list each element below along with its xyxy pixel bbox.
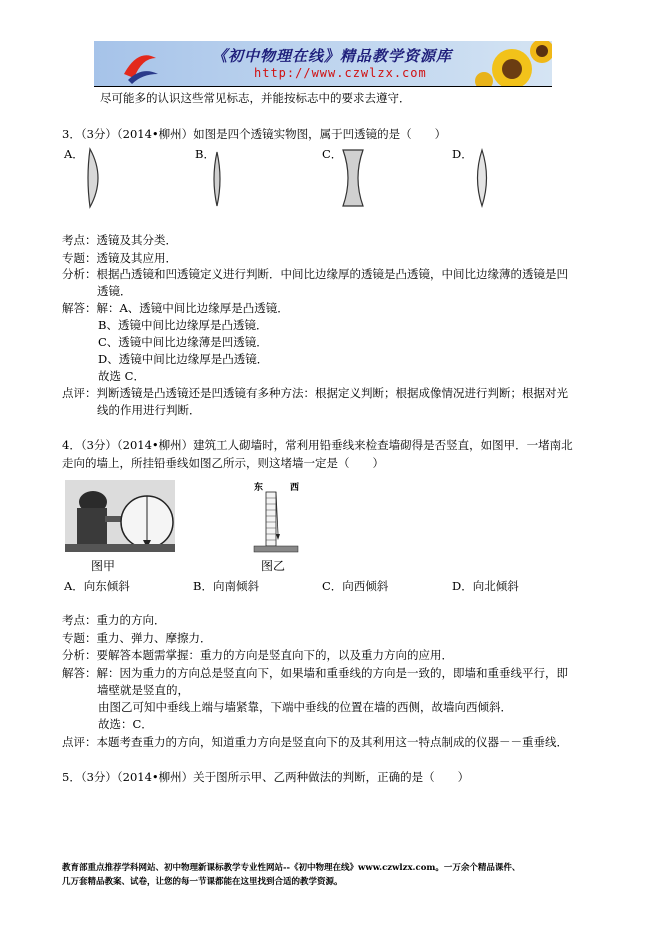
lens-b-figure — [210, 150, 224, 208]
figure-yi-east-label: 东 — [254, 483, 264, 493]
q3-jieda-4: D、透镜中间比边缘厚是凸透镜． — [98, 352, 269, 366]
footer-line-1: 教育部重点推荐学科网站、初中物理新课标教学专业性网站--《初中物理在线》www.czwlzx.com。一万余个精品课件、 — [62, 863, 521, 873]
q3-jieda-1: 解答：解：A、透镜中间比边缘厚是凸透镜． — [62, 301, 289, 315]
logo-icon — [120, 44, 160, 84]
worker-photo-figure — [65, 480, 175, 552]
q3-jieda-2: B、透镜中间比边缘厚是凸透镜． — [98, 318, 268, 332]
q4-jieda-2: 墙壁就是竖直的， — [97, 683, 189, 697]
lens-c-figure — [340, 148, 366, 208]
q4-option-b: B．向南倾斜 — [193, 579, 259, 593]
q4-fenxi: 分析：要解答本题需掌握：重力的方向是竖直向下的，以及重力方向的应用． — [62, 648, 453, 662]
q4-stem-1: 4．（3分）（2014•柳州）建筑工人砌墙时，常利用铅垂线来检查墙砌得是否竖直，如图甲．一堵南北 — [62, 438, 573, 452]
figure-yi-caption: 图乙 — [261, 559, 286, 573]
q4-option-d: D．向北倾斜 — [452, 579, 519, 593]
q3-fenxi-1: 分析：根据凸透镜和凹透镜定义进行判断．中间比边缘厚的透镜是凸透镜，中间比边缘薄的透镜是凹 — [62, 267, 568, 281]
q3-option-d: D． — [452, 147, 473, 161]
q4-zhuanti: 专题：重力、弹力、摩擦力． — [62, 631, 212, 645]
q3-option-c: C． — [322, 147, 343, 161]
q4-kaodian: 考点：重力的方向． — [62, 613, 166, 627]
q3-option-b: B． — [195, 147, 215, 161]
q3-stem: 3．（3分）（2014•柳州）如图是四个透镜实物图，属于凹透镜的是（ ） — [62, 127, 447, 141]
banner-title: 《初中物理在线》精品教学资源库 — [212, 47, 453, 65]
q3-jieda-5: 故选 C． — [98, 369, 145, 383]
q3-zhuanti: 专题：透镜及其应用． — [62, 251, 177, 265]
intro-line: 尽可能多的认识这些常见标志，并能按标志中的要求去遵守． — [100, 91, 411, 105]
figure-jia-caption: 图甲 — [91, 559, 116, 573]
q3-dianping-1: 点评：判断透镜是凸透镜还是凹透镜有多种方法：根据定义判断；根据成像情况进行判断；根据对光 — [62, 386, 568, 400]
q4-jieda-1: 解答：解：因为重力的方向总是竖直向下，如果墙和重垂线的方向是一致的，即墙和重垂线平行，即 — [62, 666, 568, 680]
q4-jieda-4: 故选：C． — [98, 717, 153, 731]
q3-option-a: A． — [64, 147, 84, 161]
q3-jieda-3: C、透镜中间比边缘薄是凹透镜． — [98, 335, 268, 349]
header-banner — [94, 41, 552, 86]
q3-dianping-2: 线的作用进行判断． — [97, 403, 201, 417]
q4-dianping: 点评：本题考查重力的方向，知道重力方向是竖直向下的及其利用这一特点制成的仪器－－重垂线． — [62, 735, 568, 749]
q4-stem-2: 走向的墙上，所挂铅垂线如图乙所示，则这堵墙一定是（ ） — [62, 456, 384, 470]
figure-yi-west-label: 西 — [290, 483, 300, 493]
lens-a-figure — [84, 147, 106, 209]
q3-fenxi-2: 透镜． — [97, 284, 132, 298]
wall-plumb-figure — [252, 488, 300, 554]
footer-line-2: 几万套精品教案、试卷，让您的每一节课都能在这里找到合适的教学资源。 — [62, 877, 343, 887]
lens-d-figure — [472, 148, 492, 208]
q3-kaodian: 考点：透镜及其分类． — [62, 233, 177, 247]
q4-jieda-3: 由图乙可知中垂线上端与墙紧靠，下端中垂线的位置在墙的西侧，故墙向西倾斜． — [98, 700, 512, 714]
q4-option-a: A．向东倾斜 — [64, 579, 130, 593]
sunflower-icon — [472, 41, 552, 86]
banner-url[interactable]: http://www.czwlzx.com — [254, 66, 427, 80]
figure-jia-photo — [65, 480, 175, 552]
q5-stem: 5．（3分）（2014•柳州）关于图所示甲、乙两种做法的判断，正确的是（ ） — [62, 770, 470, 784]
q4-option-c: C．向西倾斜 — [322, 579, 389, 593]
header-rule — [94, 86, 552, 87]
